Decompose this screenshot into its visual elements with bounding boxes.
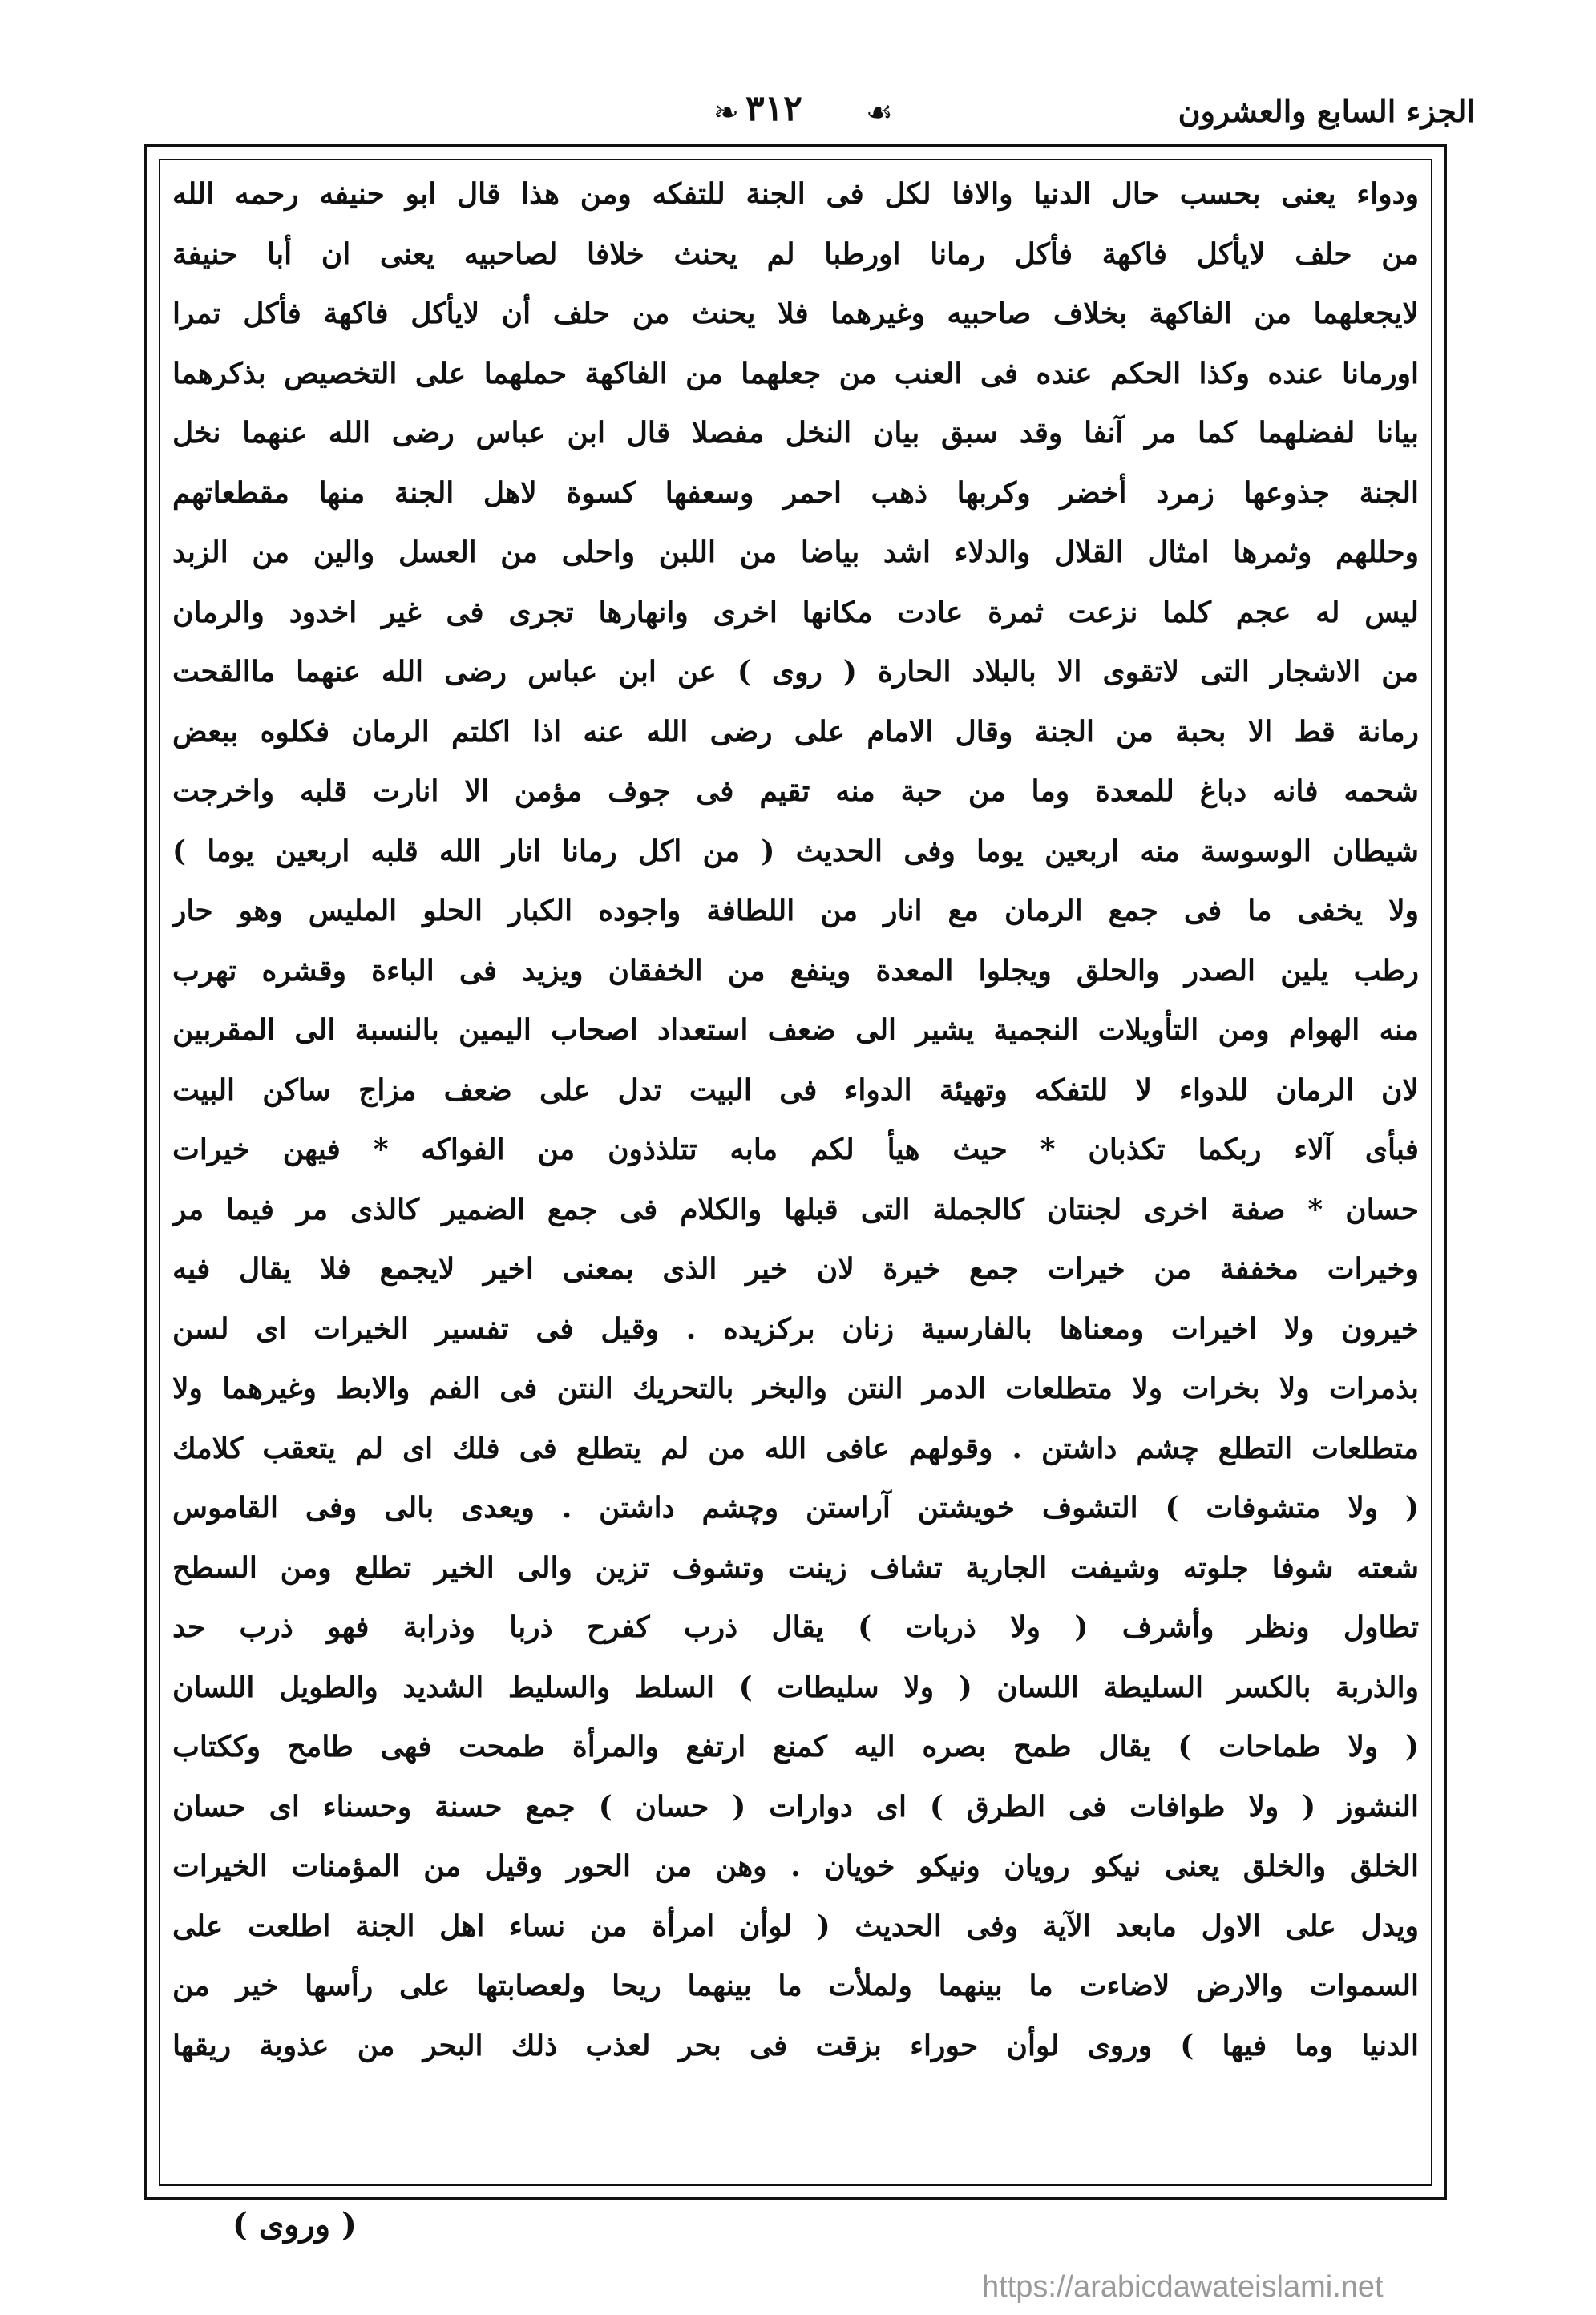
text-line: شيطان الوسوسة منه اربعين يوما وفى الحديث ( من اكل رمانا انار الله قلبه اربعين يوما ) [172,834,1419,868]
part-label: الجزء السابع والعشرون [1178,93,1475,129]
text-line: ( ولا طماحات ) يقال طمح بصره اليه كمنع ارتفع والمرأة طمحت فهى طامح وككتاب [172,1730,1419,1764]
text-line: فبأى آلاء ربكما تكذبان * حيث هيأ لكم مابه تتلذذون من الفواكه * فيهن خيرات [172,1133,1419,1166]
text-line: اورمانا عنده وكذا الحكم عنده فى العنب من جعلهما من الفاكهة حملهما على التخصيص بذكرهما [172,356,1419,390]
ornament-right-icon: ☙ [866,95,894,130]
text-line: السموات والارض لاضاءت ما بينهما ولملأت ما بينهما ريحا ولعصابتها على رأسها خير من [172,1969,1419,2002]
text-body [172,164,1419,2075]
text-line: لايجعلهما من الفاكهة بخلاف صاحبيه وغيرهما فلا يحنث من حلف أن لايأكل فاكهة فأكل تمرا [172,297,1419,330]
text-line: من حلف لايأكل فاكهة فأكل رمانا اورطبا لم يحنث خلافا لصاحبيه يعنى ان أبا حنيفة [172,236,1419,271]
text-line: ويدل على الاول مابعد الآية وفى الحديث ( لوأن امرأة من نساء اهل الجنة اطلعت على [172,1909,1419,1943]
text-line: ليس له عجم كلما نزعت ثمرة عادت مكانها اخرى وانهارها تجرى فى غير اخدود والرمان [172,595,1419,629]
text-line: منه الهوام ومن التأويلات النجمية يشير الى ضعف استعداد اصحاب اليمين بالنسبة الى المقربين [172,1013,1419,1047]
text-line: خيرون ولا اخيرات ومعناها بالفارسية زنان بركزيده . وقيل فى تفسير الخيرات اى لسن [172,1311,1419,1346]
catchword: ( وروى ) [232,2206,357,2244]
text-line: حسان * صفة اخرى لجنتان كالجملة التى قبلها والكلام فى جمع الضمير كالذى مر فيما مر [172,1192,1419,1226]
text-line: تطاول ونظر وأشرف ( ولا ذربات ) يقال ذرب كفرح ذربا وذرابة فهو ذرب حد [172,1610,1419,1644]
text-line: النشوز ( ولا طوافات فى الطرق ) اى دوارات ( حسان ) جمع حسنة وحسناء اى حسان [172,1789,1419,1824]
text-line: الدنيا وما فيها ) وروى لوأن حوراء بزقت فى بحر لعذب ذلك البحر من عذوبة ريقها [172,2028,1419,2062]
text-line: متطلعات التطلع چشم داشتن . وقولهم عافى الله من لم يتطلع فى فلك اى لم يتعقب كلامك [172,1431,1419,1465]
text-line: لان الرمان للدواء لا للتفكه وتهيئة الدواء فى البيت تدل على ضعف مزاج ساكن البيت [172,1073,1419,1107]
watermark-url: https://arabicdawateislami.net [982,2270,1384,2304]
ornament-left-icon: ❧ [713,95,739,130]
text-line: شعته شوفا جلوته وشيفت الجارية تشاف زينت وتشوف تزين والى الخير تطلع ومن السطح [172,1550,1419,1585]
text-line: ولا يخفى ما فى جمع الرمان مع انار من اللطافة واجوده الكبار الحلو المليس وهو حار [172,894,1419,927]
text-line: من الاشجار التى لاتقوى الا بالبلاد الحارة ( روى ) عن ابن عباس رضى الله عنهما ماالقحت [172,655,1419,689]
text-line: بذمرات ولا بخرات ولا متطلعات الدمر النتن والبخر بالتحريك النتن فى الفم والابط وغيرهما ولا [172,1372,1419,1405]
text-line: وحللهم وثمرها امثال القلال والدلاء اشد بياضا من اللبن واحلى من العسل والين من الزبد [172,535,1419,569]
text-line: وخيرات مخففة من خيرات جمع خيرة لان خير الذى بمعنى اخير لايجمع فلا يقال فيه [172,1252,1419,1286]
text-line: الخلق والخلق يعنى نيكو رويان ونيكو خويان . وهن من الحور وقيل من المؤمنات الخيرات [172,1849,1419,1883]
text-line: ( ولا متشوفات ) التشوف خويشتن آراستن وچشم داشتن . ويعدى بالى وفى القاموس [172,1491,1419,1525]
text-line: شحمه فانه دباغ للمعدة وما من حبة منه تقيم فى جوف مؤمن الا انارت قلبه واخرجت [172,774,1419,808]
text-line: الجنة جذوعها زمرد أخضر وكربها ذهب احمر وسعفها كسوة لاهل الجنة منها مقطعاتهم [172,475,1419,510]
text-line: ودواء يعنى بحسب حال الدنيا والافا لكل فى الجنة للتفكه ومن هذا قال ابو حنيفه رحمه الله [172,177,1419,211]
text-line: رمانة قط الا بحبة من الجنة وقال الامام على رضى الله عنه اذا اكلتم الرمان فكلوه ببعض [172,714,1419,749]
text-line: رطب يلين الصدر والحلق ويجلوا المعدة وينفع من الخفقان ويزيد فى الباءة وقشره تهرب [172,953,1419,988]
page-number: ٣١٢ [745,88,802,129]
text-line: والذربة بالكسر السليطة اللسان ( ولا سليطات ) السلط والسليط الشديد والطويل اللسان [172,1670,1419,1704]
text-line: بيانا لفضلهما كما مر آنفا وقد سبق بيان النخل مفصلا قال ابن عباس رضى الله عنهما نخل [172,416,1419,450]
page-header [120,88,1475,144]
